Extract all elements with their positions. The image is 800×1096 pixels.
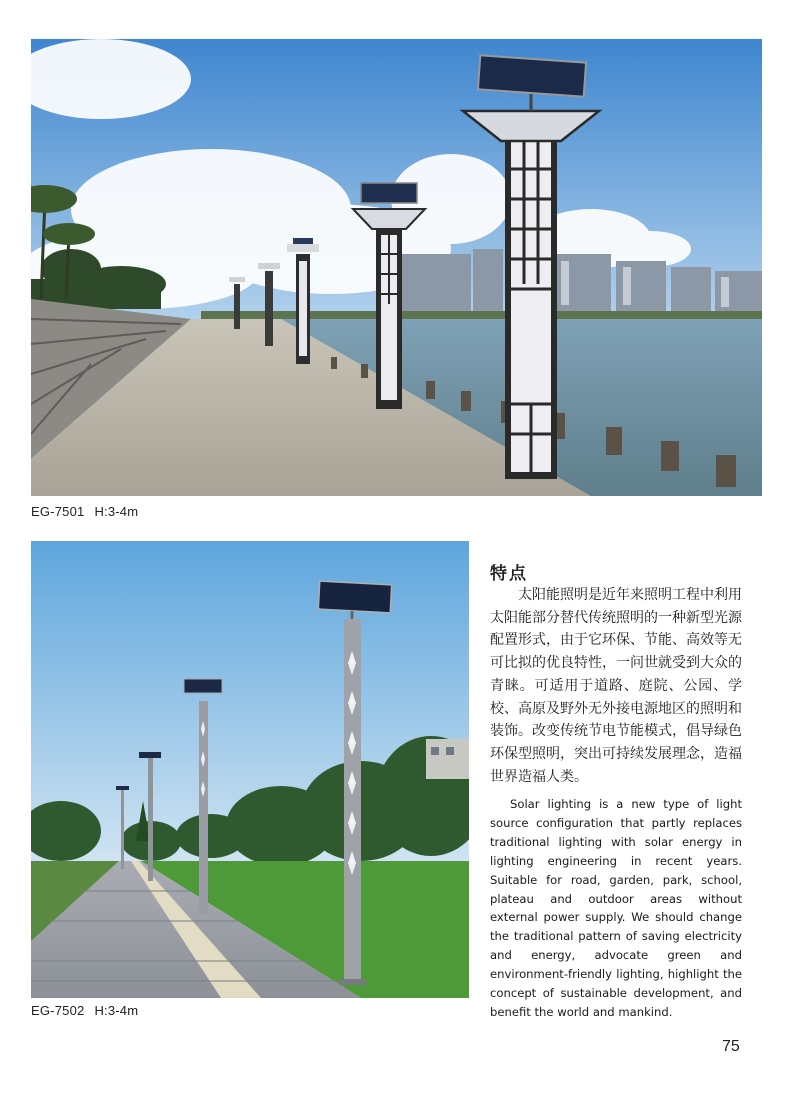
- product-height: H:3-4m: [94, 1003, 139, 1018]
- features-english-text: Solar lighting is a new type of light source configuration that partly replaces traditional lighting with solar energy in lighting engineering in recent years. Suitable for road, garden, park, school, plateau and outdoor areas without external power supply. We should change the traditional pattern of saving electricity and energy, advocate green and environment-friendly lighting, highlight the concept of sustainable development, and benefit the world and mankind.: [490, 797, 742, 1019]
- walkway-lamp-illustration: [31, 541, 469, 998]
- product-photo-eg7501: [31, 39, 762, 496]
- page-number: 75: [722, 1038, 740, 1055]
- product-height: H:3-4m: [94, 504, 139, 519]
- product-photo-eg7502: [31, 541, 469, 998]
- product-model: EG-7502: [31, 1003, 85, 1018]
- product-caption-eg7502: [31, 1003, 138, 1018]
- features-title: 特点: [490, 564, 528, 584]
- promenade-lamp-illustration: [31, 39, 762, 496]
- features-chinese-text: 太阳能照明是近年来照明工程中利用太阳能部分替代传统照明的一种新型光源配置形式，由于它环保、节能、高效等无可比拟的优良特性，一问世就受到大众的青睐。可适用于道路、庭院、公园、学校、高原及野外无外接电源地区的照明和装饰。改变传统节电节能模式，倡导绿色环保型照明，突出可持续发展理念，造福世界造福人类。: [490, 587, 742, 785]
- product-model: EG-7501: [31, 504, 85, 519]
- product-caption-eg7501: [31, 504, 138, 519]
